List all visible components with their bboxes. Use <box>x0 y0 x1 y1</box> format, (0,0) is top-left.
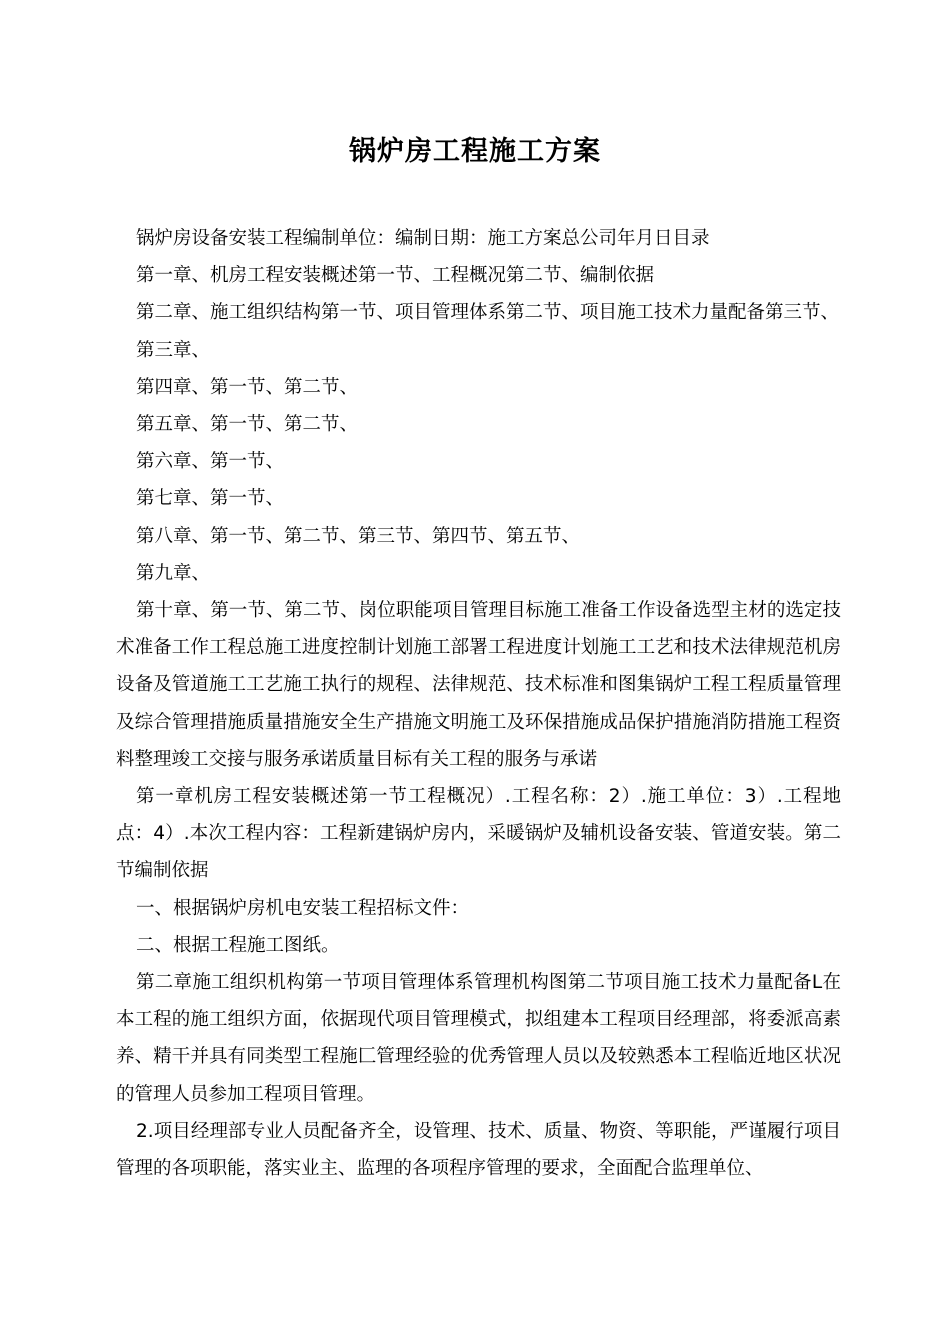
paragraph-project-overview: 第一章机房工程安装概述第一节工程概况）.工程名称：2）.施工单位：3）.工程地点：4）.本次工程内容：工程新建锅炉房内，采暖锅炉及辅机设备安装、管道安装。第二节编制依据 <box>116 786 841 882</box>
toc-chapter-9: 第九章、 <box>136 562 211 584</box>
paragraph-basis-1: 一、根据锅炉房机电安装工程招标文件： <box>136 897 470 919</box>
toc-chapter-1: 第一章、机房工程安装概述第一节、工程概况第二节、编制依据 <box>136 265 655 287</box>
toc-chapter-5: 第五章、第一节、第二节、 <box>136 414 359 436</box>
toc-chapter-3: 第三章、 <box>136 339 211 361</box>
toc-chapter-8: 第八章、第一节、第二节、第三节、第四节、第五节、 <box>136 525 581 547</box>
document-body <box>116 220 841 1187</box>
paragraph-organization: 第二章施工组织机构第一节项目管理体系管理机构图第二节项目施工技术力量配备L在本工程的施工组织方面，依据现代项目管理模式，拟组建本工程项目经理部，将委派高素养、精干并具有同类型工程施匚管理经验的优秀管理人员以及较熟悉本工程临近地区状况的管理人员参加工程项目管理。 <box>116 972 841 1105</box>
toc-chapter-7: 第七章、第一节、 <box>136 488 285 510</box>
toc-chapter-10: 第十章、第一节、第二节、岗位职能项目管理目标施工准备工作设备选型主材的选定技术准备工作工程总施工进度控制计划施工部署工程进度计划施工工艺和技术法律规范机房设备及管道施工工艺施工执行的规程、法律规范、技术标准和图集锅炉工程工程质量管理及综合管理措施质量措施安全生产措施文明施工及环保措施成品保护措施消防措施工程资料整理竣工交接与服务承诺质量目标有关工程的服务与承诺 <box>116 600 841 770</box>
toc-chapter-6: 第六章、第一节、 <box>136 451 285 473</box>
paragraph-basis-2: 二、根据工程施工图纸。 <box>136 934 340 956</box>
paragraph-staffing: 2.项目经理部专业人员配备齐全，设管理、技术、质量、物资、等职能，严谨履行项目管理的各项职能，落实业主、监理的各项程序管理的要求，全面配合监理单位、 <box>116 1120 841 1180</box>
paragraph-header-info: 锅炉房设备安装工程编制单位：编制日期：施工方案总公司年月日目录 <box>136 228 710 249</box>
toc-chapter-2: 第二章、施工组织结构第一节、项目管理体系第二节、项目施工技术力量配备第三节、 <box>136 302 840 324</box>
document-title: 锅炉房工程施工方案 <box>349 136 601 167</box>
toc-chapter-4: 第四章、第一节、第二节、 <box>136 376 359 398</box>
